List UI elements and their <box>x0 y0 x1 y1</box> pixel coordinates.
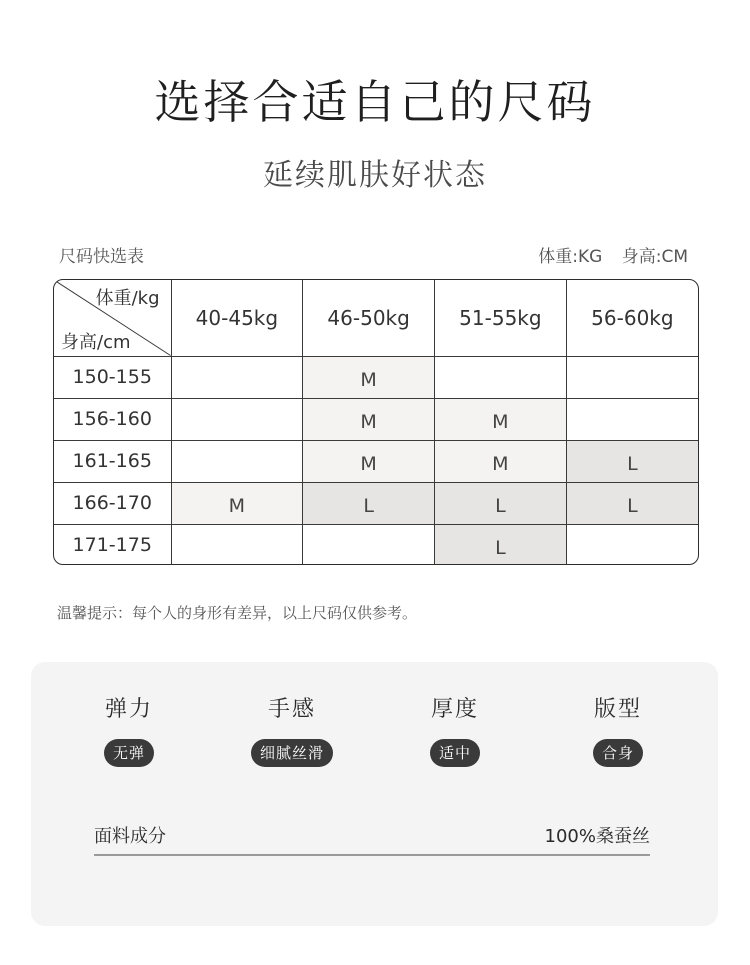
attribute-label: 厚度 <box>430 697 479 722</box>
attribute-value-badge: 适中 <box>430 739 480 767</box>
attribute-label: 弹力 <box>104 697 153 722</box>
size-chart-units <box>538 242 688 267</box>
table-corner-cell <box>54 280 171 356</box>
size-cell <box>435 356 567 398</box>
attribute-label: 版型 <box>593 697 642 722</box>
table-header-row <box>54 280 698 356</box>
size-cell: M <box>303 398 435 440</box>
attribute-fit <box>553 692 683 767</box>
height-row-label: 150-155 <box>54 356 171 398</box>
fabric-value: 100%桑蚕丝 <box>544 826 650 847</box>
weight-column-header: 40-45kg <box>171 280 303 356</box>
height-row-label: 161-165 <box>54 440 171 482</box>
size-cell: M <box>435 440 567 482</box>
height-row-label: 166-170 <box>54 482 171 524</box>
size-cell: L <box>435 482 567 524</box>
size-cell <box>171 398 303 440</box>
size-cell <box>171 524 303 565</box>
attribute-elasticity <box>64 692 194 767</box>
height-row-label: 156-160 <box>54 398 171 440</box>
attribute-hand-feel <box>227 692 357 767</box>
size-cell <box>566 524 698 565</box>
size-cell: L <box>303 482 435 524</box>
attribute-value-badge: 细腻丝滑 <box>251 739 333 767</box>
table-row <box>54 398 698 440</box>
size-cell <box>566 398 698 440</box>
fabric-label: 面料成分 <box>94 826 166 847</box>
weight-unit: 体重:KG <box>538 247 603 267</box>
size-cell: M <box>171 482 303 524</box>
corner-weight-label: 体重/kg <box>95 288 160 309</box>
size-cell: L <box>435 524 567 565</box>
height-unit: 身高:CM <box>621 247 688 267</box>
table-row <box>54 524 698 565</box>
weight-column-header: 56-60kg <box>566 280 698 356</box>
attribute-thickness <box>390 692 520 767</box>
size-cell <box>303 524 435 565</box>
size-cell: L <box>566 440 698 482</box>
weight-column-header: 51-55kg <box>435 280 567 356</box>
height-row-label: 171-175 <box>54 524 171 565</box>
size-cell <box>171 356 303 398</box>
table-row <box>54 482 698 524</box>
size-chart-caption: 尺码快选表 <box>59 247 144 267</box>
attribute-label: 手感 <box>267 697 316 722</box>
fabric-composition-row <box>94 822 650 856</box>
page-title: 选择合适自己的尺码 <box>154 75 596 129</box>
table-row <box>54 356 698 398</box>
size-cell <box>566 356 698 398</box>
product-attributes-panel <box>31 662 718 926</box>
size-chart-table <box>53 279 699 565</box>
table-row <box>54 440 698 482</box>
size-cell: M <box>303 356 435 398</box>
page-subtitle: 延续肌肤好状态 <box>263 158 487 193</box>
size-cell: M <box>435 398 567 440</box>
attribute-value-badge: 合身 <box>593 739 643 767</box>
corner-height-label: 身高/cm <box>61 331 131 353</box>
size-cell: L <box>566 482 698 524</box>
size-tip-note: 温馨提示：每个人的身形有差异，以上尺码仅供参考。 <box>57 604 418 622</box>
size-cell: M <box>303 440 435 482</box>
weight-column-header: 46-50kg <box>303 280 435 356</box>
attribute-value-badge: 无弹 <box>104 739 154 767</box>
size-cell <box>171 440 303 482</box>
